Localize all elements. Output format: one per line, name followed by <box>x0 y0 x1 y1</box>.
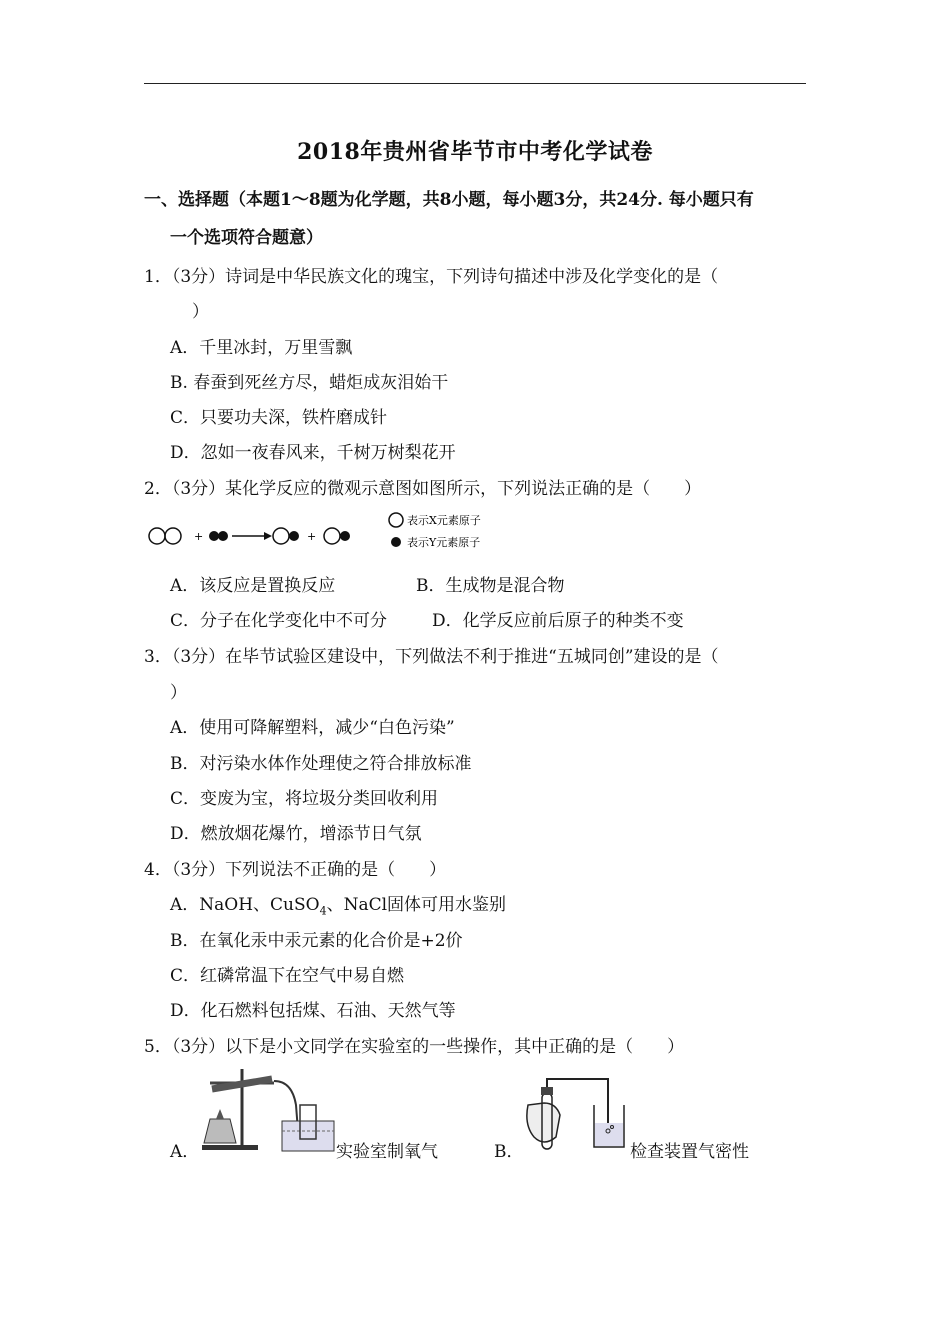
q4-option-a-subscript: 4 <box>319 904 327 918</box>
reactant-x2-molecule <box>149 528 181 544</box>
q5-option-b-text: 检查装置气密性 <box>630 1142 749 1162</box>
q4-option-b: B．在氧化汞中汞元素的化合价是+2价 <box>170 931 463 951</box>
q4-stem: 4．（3分）下列说法不正确的是（ ） <box>144 860 447 880</box>
q2-option-c: C．分子在化学变化中不可分 <box>170 611 388 631</box>
q1-option-d: D．忽如一夜春风来，千树万树梨花开 <box>170 443 456 463</box>
plus-sign-1: + <box>194 530 204 543</box>
header-rule <box>144 83 806 84</box>
page-title: 2018年贵州省毕节市中考化学试卷 <box>297 139 653 165</box>
q5-option-a-text: 实验室制氧气 <box>336 1142 438 1162</box>
q5-option-b-label: B． <box>494 1142 524 1162</box>
q4-option-c: C．红磷常温下在空气中易自燃 <box>170 966 405 986</box>
q1-option-a: A．千里冰封，万里雪飘 <box>170 338 353 358</box>
legend-y-symbol <box>391 537 401 547</box>
product-xy-molecule-1 <box>273 528 299 544</box>
q3-stem: 3．（3分）在毕节试验区建设中，下列做法不利于推进“五城同创”建设的是（ <box>144 647 719 667</box>
q3-option-c: C．变废为宝，将垃圾分类回收利用 <box>170 789 439 809</box>
reaction-diagram <box>144 508 524 556</box>
legend <box>389 513 481 549</box>
q4-option-a-post: 、NaCl固体可用水鉴别 <box>326 895 507 915</box>
q3-option-a: A．使用可降解塑料，减少“白色污染” <box>170 718 455 738</box>
q3-option-b: B．对污染水体作处理使之符合排放标准 <box>170 754 472 774</box>
reaction-arrow <box>232 532 272 540</box>
q3-close-paren: ） <box>170 683 187 703</box>
airtightness-check-apparatus-figure <box>520 1075 630 1155</box>
q3-option-d: D．燃放烟花爆竹，增添节日气氛 <box>170 824 422 844</box>
product-xy-molecule-2 <box>324 528 350 544</box>
q1-option-c: C．只要功夫深，铁杵磨成针 <box>170 408 388 428</box>
q1-stem: 1．（3分）诗词是中华民族文化的瑰宝，下列诗句描述中涉及化学变化的是（ <box>144 267 719 287</box>
oxygen-preparation-apparatus-figure <box>196 1065 336 1155</box>
q4-option-a-pre: A．NaOH、CuSO <box>170 895 320 915</box>
q1-close-paren: ） <box>192 302 209 322</box>
q5-stem: 5．（3分）以下是小文同学在实验室的一些操作，其中正确的是（ ） <box>144 1037 685 1057</box>
q5-option-a-label: A． <box>170 1142 200 1162</box>
q4-option-d: D．化石燃料包括煤、石油、天然气等 <box>170 1001 456 1021</box>
q4-option-a <box>170 890 506 917</box>
q1-option-b: B. 春蚕到死丝方尽，蜡炬成灰泪始干 <box>170 373 449 393</box>
reactant-y2-molecule <box>209 531 228 541</box>
q2-option-d: D．化学反应前后原子的种类不变 <box>432 611 684 631</box>
legend-y-label: 表示Y元素原子 <box>407 536 481 549</box>
legend-x-symbol <box>389 513 403 527</box>
legend-x-label: 表示X元素原子 <box>407 514 481 527</box>
section-heading: 一、选择题（本题1～8题为化学题，共8小题，每小题3分，共24分. 每小题只有 <box>144 190 754 210</box>
q2-option-a: A．该反应是置换反应 <box>170 576 336 596</box>
plus-sign-2: + <box>307 530 317 543</box>
section-heading-cont: 一个选项符合题意） <box>170 228 323 248</box>
q2-stem: 2．（3分）某化学反应的微观示意图如图所示，下列说法正确的是（ ） <box>144 479 702 499</box>
q2-option-b: B．生成物是混合物 <box>416 576 565 596</box>
